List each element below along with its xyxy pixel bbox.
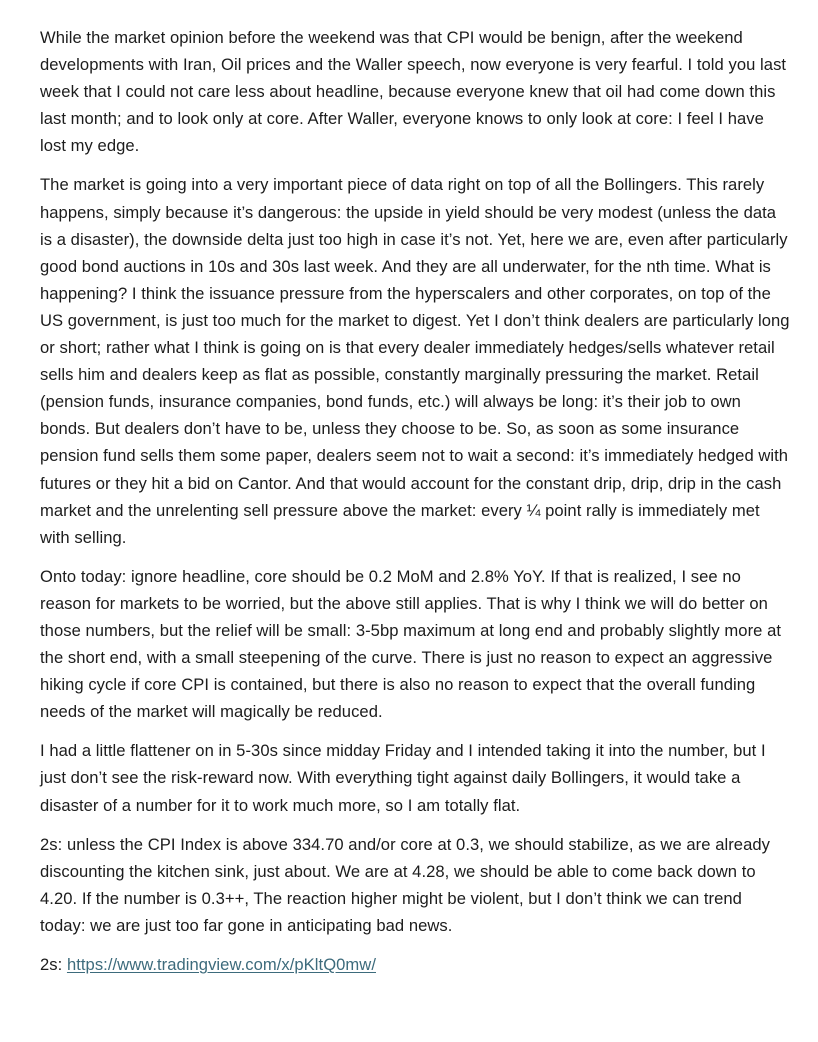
- tradingview-link[interactable]: https://www.tradingview.com/x/pKltQ0mw/: [66, 955, 376, 974]
- paragraph-onto-today: Onto today: ignore headline, core should be 0.2 MoM and 2.8% YoY. If that is realized, I see no reason for markets to be worried, but the above still applies. That is why I think we will do better on those numbers, but the relief will be small: 3-5bp maximum at long end and probably slightly more at the short end, with a small steepening of the curve. There is just no reason to expect an aggressive hiking cycle if core CPI is contained, but there is also no reason to expect that the overall funding needs of the market will magically be reduced.: [40, 566, 782, 722]
- document-body: [40, 24, 792, 990]
- paragraph-chart-link: [40, 951, 792, 978]
- paragraph-flattener: I had a little flattener on in 5-30s since midday Friday and I intended taking it into the number, but I just don’t see the risk-reward now. With everything tight against daily Bollingers, it would take a disaster of a number for it to work much more, so I am totally flat.: [40, 741, 766, 815]
- paragraph-bollingers: The market is going into a very important piece of data right on top of all the Bollingers. This rarely happens, simply because it’s dangerous: the upside in yield should be very modest (unless the data is a disaster), the downside delta just too high in case it’s not. Yet, here we are, even after particularly good bond auctions in 10s and 30s last week. And they are all underwater, for the nth time. What is happening? I think the issuance pressure from the hyperscalers and other corporates, on top of the US government, is just too much for the market to digest. Yet I don’t think dealers are particularly long or short; rather what I think is going on is that every dealer immediately hedges/sells whatever retail sells him and dealers keep as flat as possible, constantly marginally pressuring the market. Retail (pension funds, insurance companies, bond funds, etc.) will always be long: it’s their job to own bonds. But dealers don’t have to be, unless they choose to be. So, as soon as some insurance pension fund sells them some paper, dealers seem not to wait a second: it’s immediately hedged with futures or they hit a bid on Cantor. And that would account for the constant drip, drip, drip in the cash market and the unrelenting sell pressure above the market: every ¼ point rally is immediately met with selling.: [40, 175, 790, 547]
- paragraph-market-opinion: While the market opinion before the weekend was that CPI would be benign, after the weekend developments with Iran, Oil prices and the Waller speech, now everyone is very fearful. I told you last week that I could not care less about headline, because everyone knew that oil had come down this last month; and to look only at core. After Waller, everyone knows to only look at core: I feel I have lost my edge.: [40, 28, 787, 156]
- paragraph-2s-outlook: 2s: unless the CPI Index is above 334.70 and/or core at 0.3, we should stabilize, as we are already discounting the kitchen sink, just about. We are at 4.28, we should be able to come back down to 4.20. If the number is 0.3++, The reaction higher might be violent, but I don’t think we can trend today: we are just too far gone in anticipating bad news.: [40, 834, 770, 935]
- link-prefix: 2s:: [40, 955, 67, 974]
